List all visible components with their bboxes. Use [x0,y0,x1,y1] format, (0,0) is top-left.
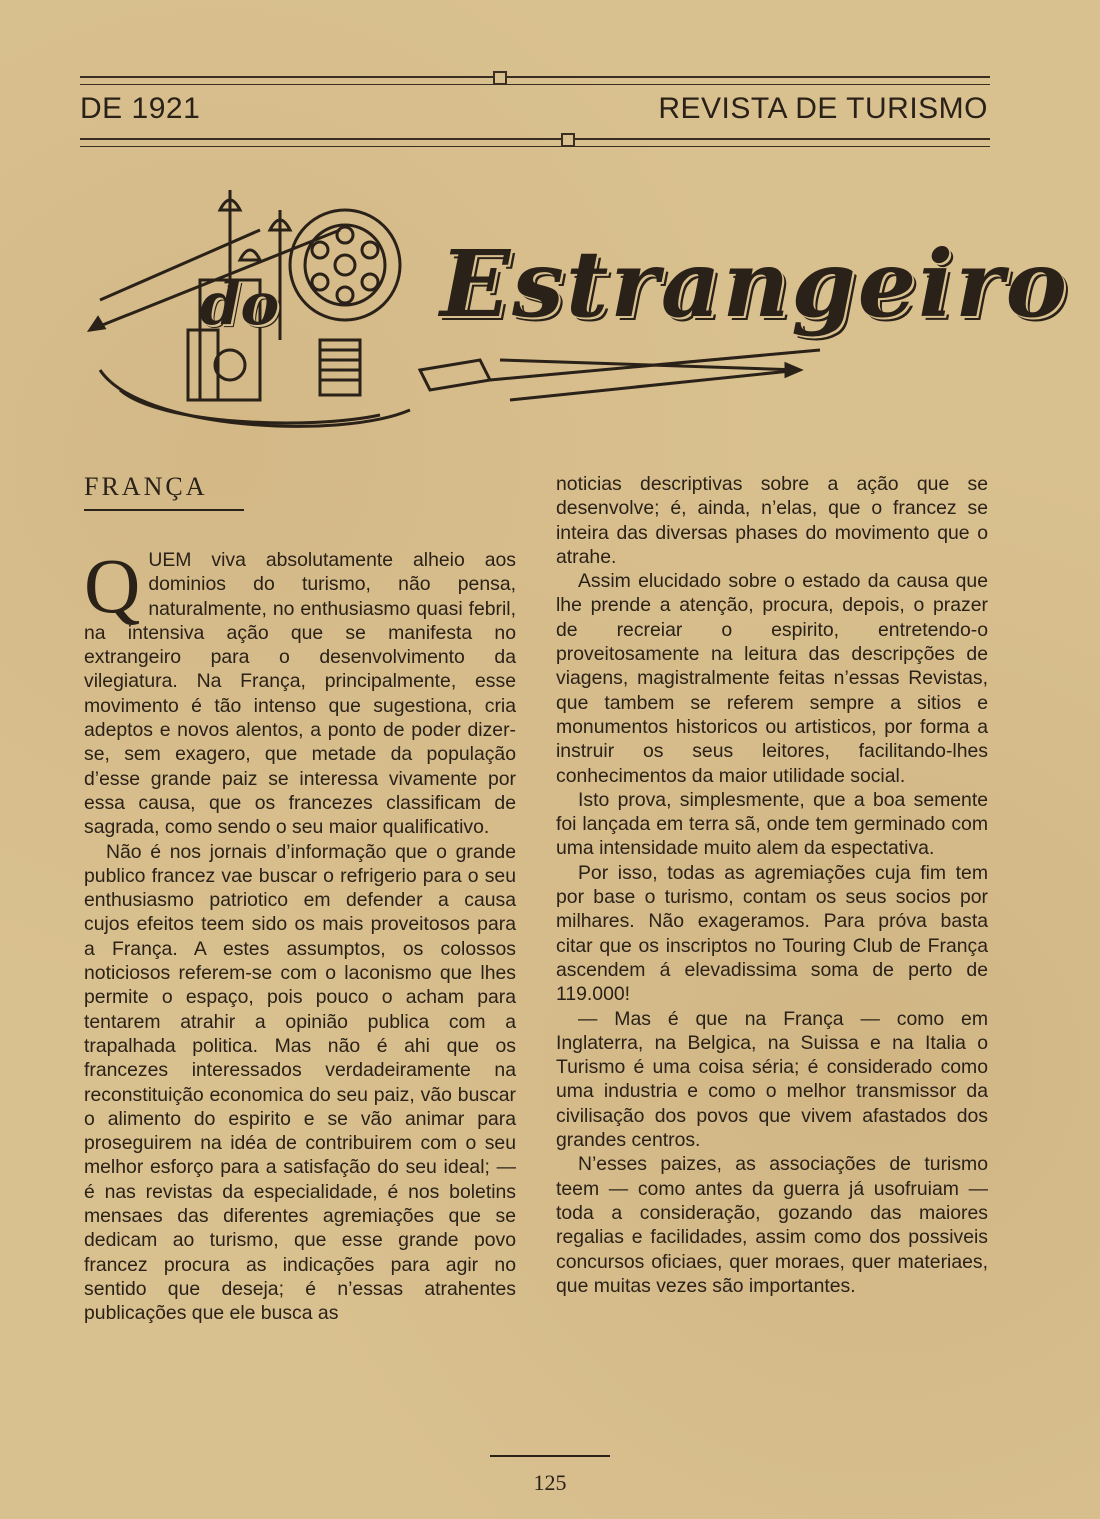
section-banner [80,170,1070,450]
header-date: DE 1921 [80,92,201,125]
section-underline [84,509,244,511]
paragraph-continued: noticias descriptivas sobre a ação que se desenvolve; é, ainda, n’elas, que o francez se inteira das diversas phases do movimento que o atrahe. [556,473,988,568]
paragraph-2: Não é nos jornais d’informação que o grande publico francez vae buscar o refrigerio para o seu enthusiasmo patriotico em defender a causa cujos efeitos teem sido os mais proveitosos para a França. A estes assumptos, os colossos noticiosos referem-se com o laconismo que lhes permite o espaço, pois pouco o acham para tentarem atrahir a opinião publica com a trapalhada politica. Mas não é ahi que os francezes interessados verdadeiramente na reconstituição economica do seu paiz, vão buscar o alimento do espirito e se vão animar para proseguirem na idéa de contribuirem com o seu melhor esforço para a satisfação do seu ideal; — é nas revistas da especialidade, é nos boletins mensaes das diferentes agremiações que se dedicam ao turismo, que esse grande povo francez procura as indicações para agir no sentido que deseja; é n’essas atrahentes publicações que ele busca as [84,840,516,1325]
ornament-square-bottom [561,133,575,147]
banner-title: Estrangeiro [440,230,1070,338]
drop-cap: Q [84,542,141,629]
banner-prefix: do [200,270,280,338]
left-column [84,542,516,1326]
ornament-square-top [493,71,507,85]
section-title: FRANÇA [84,472,208,501]
right-column [556,472,988,1298]
top-rule-upper [80,76,990,85]
lead-smallcaps: UEM [148,549,192,571]
top-rule-lower [80,138,990,147]
paragraph-7: N’esses paizes, as associações de turismo teem — como antes da guerra já usofruiam — toda a consideração, gozando das maiores regalias e facilidades, assim como dos possiveis concursos oficiaes, quer moraes, quer materiaes, que muitas vezes são importantes. [556,1153,988,1297]
page-number: 125 [533,1470,567,1495]
footer-rule [490,1455,610,1457]
paragraph-5: Por isso, todas as agremiações cuja fim tem por base o turismo, contam os seus socios por milhares. Não exageramos. Para próva basta citar que os inscriptos no Touring Club de França ascendem á elevadissima soma de perto de 119.000! [556,861,988,1006]
paragraph-1-text: viva absolutamente alheio aos dominios do turismo, não pensa, naturalmente, no enthusiasmo quasi febril, na intensiva ação que se manifesta no extrangeiro para o desenvolvimento da vilegiatura. Na França, principalmente, esse movimento é tão intenso que sugestiona, cria adeptos e novos alentos, a ponto de poder dizer-se, sem exagero, que metade da população d’esse grande paiz se interessa vivamente por essa causa, que os francezes classificam de sagrada, como sendo o seu maior qualificativo. [84,549,516,839]
paragraph-3: Assim elucidado sobre o estado da causa que lhe prende a atenção, procura, depois, o prazer de recreiar o espirito, entretendo-o proveitosamente na leitura das descripções de viagens, magistralmente feitas n’essas Revistas, que tambem se referem sempre a sitios e monumentos historicos ou artisticos, por forma a instruir os seus leitores, facilitando-lhes conhecimentos da maior utilidade social. [556,570,988,787]
paragraph-6: — Mas é que na França — como em Inglaterra, na Belgica, na Suissa e na Italia o Turismo é uma coisa séria; é considerado como uma industria e como o melhor transmissor da civilisação dos povos que vivem afastados dos grandes centros. [556,1007,988,1152]
paragraph-1 [84,542,516,840]
paragraph-4: Isto prova, simplesmente, que a boa semente foi lançada em terra sã, onde tem germinado com uma intensidade muito alem da espectativa. [556,788,988,860]
header-magazine-title: REVISTA DE TURISMO [658,92,988,125]
